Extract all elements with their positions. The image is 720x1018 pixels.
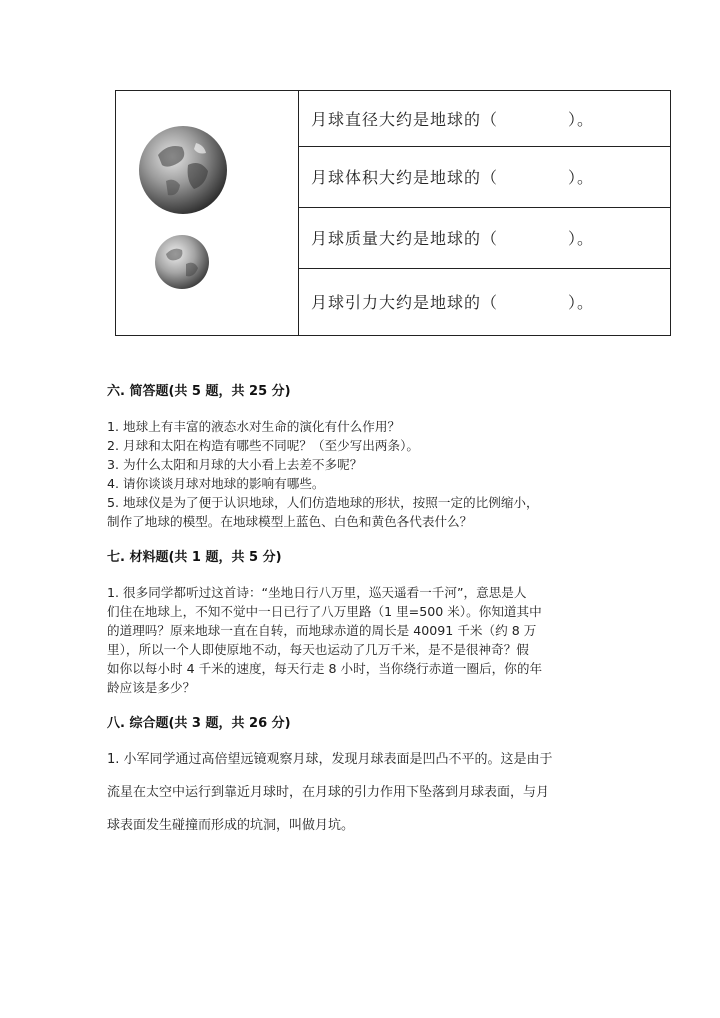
section-seven-title: 七. 材料题(共 1 题，共 5 分): [107, 550, 282, 565]
row-text: 月球直径大约是地球的（: [311, 110, 499, 129]
row-close: ）。: [568, 293, 595, 312]
table-rows: [299, 91, 670, 335]
row-text: 月球质量大约是地球的（: [311, 229, 499, 248]
row-close: ）。: [568, 229, 595, 248]
material-line: 1. 很多同学都听过这首诗：“坐地日行八万里，巡天遥看一千河”，意思是人: [107, 585, 527, 600]
material-line: 里），所以一个人即使原地不动，每天也运动了几万千米，是不是很神奇？假: [107, 642, 529, 657]
comprehensive-line: 1. 小军同学通过高倍望远镜观察月球，发现月球表面是凹凸不平的。这是由于: [107, 752, 553, 767]
earth-globe-image: [138, 125, 228, 215]
row-close: ）。: [568, 168, 595, 187]
question-item: 2. 月球和太阳在构造有哪些不同呢？（至少写出两条）。: [107, 438, 419, 453]
row-text: 月球体积大约是地球的（: [311, 168, 499, 187]
section-six-title: 六. 简答题(共 5 题，共 25 分): [107, 384, 291, 399]
comparison-table: [115, 90, 671, 336]
question-item: 1. 地球上有丰富的液态水对生命的演化有什么作用？: [107, 419, 401, 434]
table-row: [299, 91, 670, 146]
material-line: 们住在地球上，不知不觉中一日已行了八万里路（1 里=500 米）。你知道其中: [107, 604, 542, 619]
question-item: 4. 请你谈谈月球对地球的影响有哪些。: [107, 476, 325, 491]
material-line: 的道理吗？原来地球一直在自转，而地球赤道的周长是 40091 千米（约 8 万: [107, 623, 537, 638]
comprehensive-line: 流星在太空中运行到靠近月球时，在月球的引力作用下坠落到月球表面，与月: [107, 785, 550, 800]
table-row: [299, 268, 670, 335]
table-row: [299, 146, 670, 207]
section-eight-title: 八. 综合题(共 3 题，共 26 分): [107, 716, 291, 731]
row-text: 月球引力大约是地球的（: [311, 293, 499, 312]
question-item-continued: 制作了地球的模型。在地球模型上蓝色、白色和黄色各代表什么？: [107, 514, 473, 529]
table-row: [299, 207, 670, 268]
row-close: ）。: [568, 110, 595, 129]
question-item: 5. 地球仪是为了便于认识地球，人们仿造地球的形状，按照一定的比例缩小，: [107, 495, 539, 510]
image-cell: [116, 91, 299, 335]
question-item: 3. 为什么太阳和月球的大小看上去差不多呢？: [107, 457, 363, 472]
material-line: 龄应该是多少？: [107, 680, 196, 695]
moon-globe-image: [154, 234, 210, 290]
material-line: 如你以每小时 4 千米的速度，每天行走 8 小时，当你绕行赤道一圈后，你的年: [107, 661, 543, 676]
comprehensive-line: 球表面发生碰撞而形成的坑洞，叫做月坑。: [107, 818, 355, 833]
